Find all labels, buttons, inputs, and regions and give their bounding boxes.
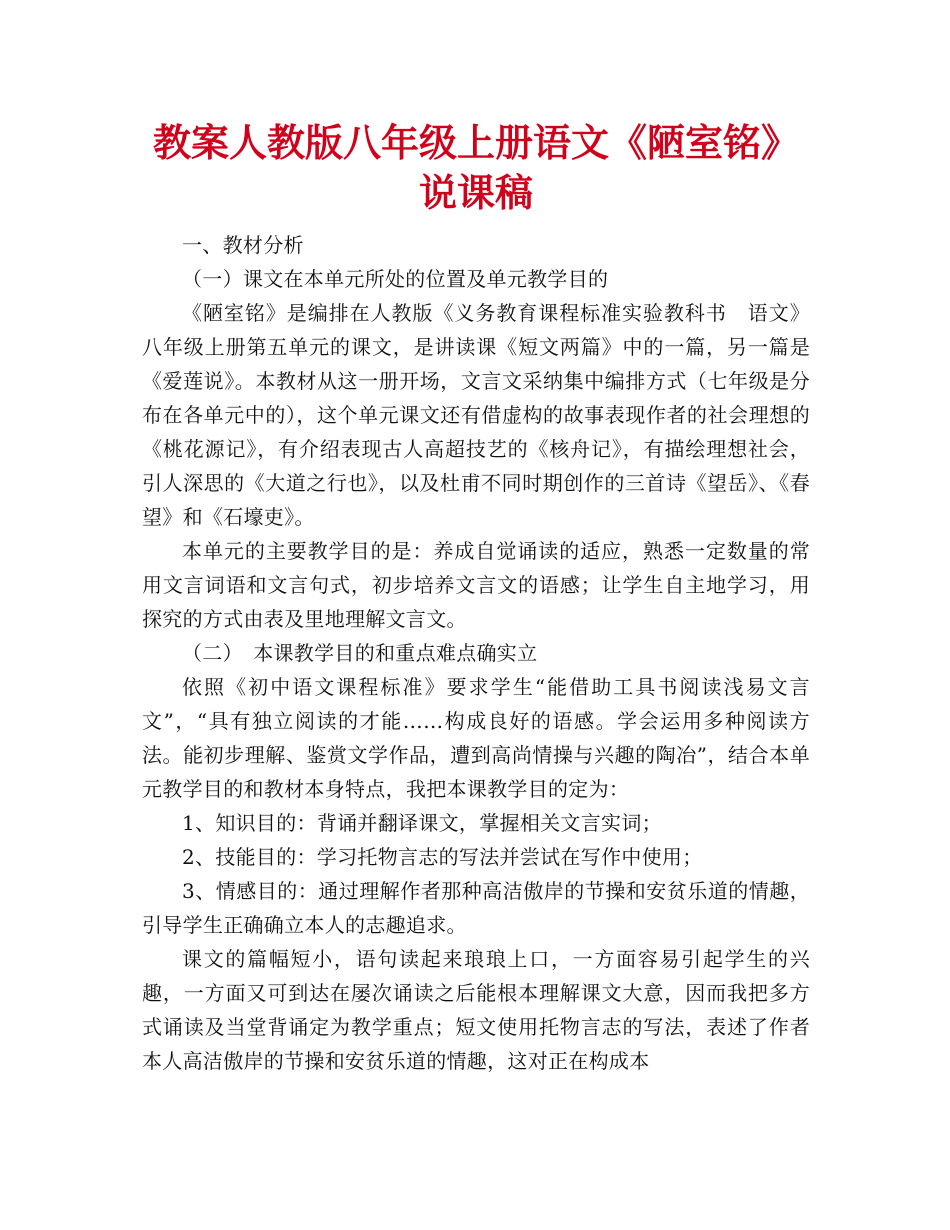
- subsection-heading: （二） 本课教学目的和重点难点确实立: [182, 641, 538, 665]
- list-item: 2、技能目的：学习托物言志的写法并尝试在写作中使用；: [182, 845, 703, 869]
- list-item: 1、知识目的：背诵并翻译课文，掌握相关文言实词；: [182, 811, 662, 835]
- section-heading: 一、教材分析: [182, 233, 304, 257]
- list-item: 3、情感目的：通过理解作者那种高洁傲岸的节操和安贫乐道的情趣，引导学生正确确立本人的志趣追求。: [142, 879, 810, 937]
- document-title: 教案人教版八年级上册语文《陋室铭》说课稿: [152, 121, 799, 215]
- paragraph: 《陋室铭》是编排在人教版《义务教育课程标准实验教科书 语文》八年级上册第五单元的课文，是讲读课《短文两篇》中的一篇，另一篇是《爱莲说》。本教材从这一册开场，文言文采纳集中编排方式（七年级是分布在各单元中的），这个单元课文还有借虚构的故事表现作者的社会理想的《桃花源记》，有介绍表现古人高超技艺的《核舟记》，有描绘理想社会，引人深思的《大道之行也》，以及杜甫不同时期创作的三首诗《望岳》、《春望》和《石壕吏》。: [142, 301, 810, 529]
- paragraph: 本单元的主要教学目的是：养成自觉诵读的适应，熟悉一定数量的常用文言词语和文言句式，初步培养文言文的语感；让学生自主地学习，用探究的方式由表及里地理解文言文。: [142, 539, 810, 631]
- document-page: [142, 118, 810, 1078]
- subsection-heading: （一）课文在本单元所处的位置及单元教学目的: [182, 267, 609, 291]
- document-body: [142, 228, 810, 1078]
- paragraph: 课文的篇幅短小，语句读起来琅琅上口，一方面容易引起学生的兴趣，一方面又可到达在屡次诵读之后能根本理解课文大意，因而我把多方式诵读及当堂背诵定为教学重点；短文使用托物言志的写法，表述了作者本人高洁傲岸的节操和安贫乐道的情趣，这对正在构成本: [142, 947, 810, 1073]
- paragraph: 依照《初中语文课程标准》要求学生“能借助工具书阅读浅易文言文”，“具有独立阅读的才能……构成良好的语感。学会运用多种阅读方法。能初步理解、鉴赏文学作品，遭到高尚情操与兴趣的陶冶”，结合本单元教学目的和教材本身特点，我把本课教学目的定为：: [142, 675, 810, 801]
